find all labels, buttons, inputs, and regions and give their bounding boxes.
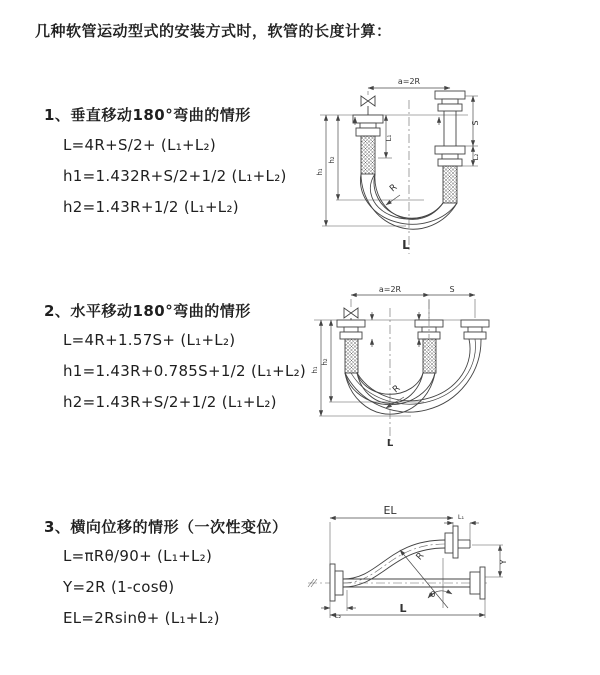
diagram-lateral-displacement	[300, 500, 598, 652]
dim-label-l2: L₂	[472, 153, 480, 161]
formula-h1-2: h1=1.43R+0.785S+1/2 (L₁+L₂)	[63, 362, 307, 380]
flange-top	[445, 526, 470, 558]
dim-label-y: Y	[499, 559, 508, 565]
valve-icon	[361, 96, 375, 115]
radius-label: R	[391, 383, 403, 396]
dim-label-h2: h₂	[321, 358, 329, 366]
formula-y-3: Y=2R (1-cosθ)	[63, 578, 175, 596]
section-3-heading: 3、横向位移的情形（一次性变位）	[44, 518, 288, 536]
dim-label-a: a=2R	[397, 77, 421, 86]
page-title: 几种软管运动型式的安装方式时，软管的长度计算：	[35, 22, 392, 40]
formula-el-3: EL=2Rsinθ+ (L₁+L₂)	[63, 609, 220, 627]
hose-fitting-right	[461, 320, 489, 339]
length-label: L	[402, 238, 410, 252]
formula-length-3: L=πRθ/90+ (L₁+L₂)	[63, 547, 213, 565]
radius-label: R	[388, 182, 400, 195]
hose-fitting-left	[353, 115, 383, 174]
formula-h2-2: h2=1.43R+S/2+1/2 (L₁+L₂)	[63, 393, 277, 411]
hose-s-curve	[343, 540, 445, 587]
dim-label-l1: L₁	[385, 134, 393, 142]
diagram-horizontal-180	[306, 280, 594, 460]
formula-h2-1: h2=1.43R+1/2 (L₁+L₂)	[63, 198, 239, 216]
flange-left	[330, 564, 343, 601]
angle-label: θ	[430, 590, 436, 599]
diagram-vertical-180	[306, 68, 594, 268]
dim-label-s: S	[449, 285, 455, 294]
formula-length-2: L=4R+1.57S+ (L₁+L₂)	[63, 331, 236, 349]
formula-length-1: L=4R+S/2+ (L₁+L₂)	[63, 136, 217, 154]
radius-label: R	[414, 550, 427, 563]
dim-label-l1: L₁	[457, 513, 465, 521]
dim-label-el: EL	[383, 504, 397, 517]
dim-label-h2: h₂	[328, 156, 336, 164]
hose-u-bends	[345, 339, 481, 414]
dim-label-a: a=2R	[378, 285, 402, 294]
pipe-end-right	[435, 91, 465, 203]
section-2-heading: 2、水平移动180°弯曲的情形	[44, 302, 251, 320]
dim-label-h1: h₁	[311, 366, 319, 374]
hose-fitting-left	[337, 320, 365, 373]
dim-label-l: L	[399, 602, 407, 615]
formula-h1-1: h1=1.432R+S/2+1/2 (L₁+L₂)	[63, 167, 287, 185]
dim-label-l2: L₂	[334, 612, 342, 620]
section-1-heading: 1、垂直移动180°弯曲的情形	[44, 106, 251, 124]
dim-label-s: S	[471, 120, 480, 126]
valve-icon	[344, 308, 358, 320]
length-label: L	[386, 438, 394, 449]
dim-label-h1: h₁	[316, 168, 324, 176]
